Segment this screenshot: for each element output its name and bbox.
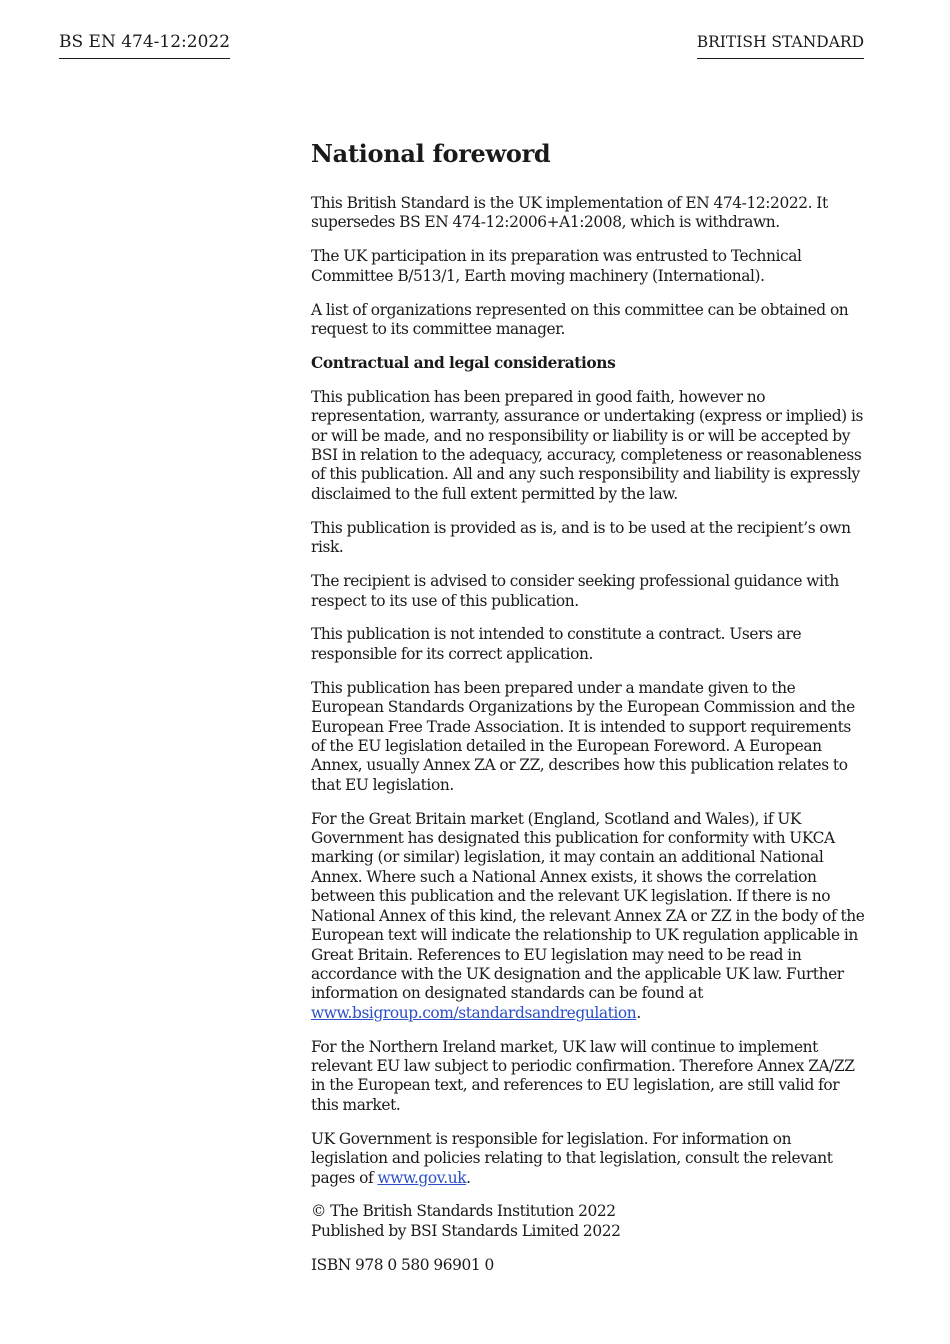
bsigroup-link[interactable]: www.bsigroup.com/standardsandregulation	[311, 1003, 637, 1022]
document-id: BS EN 474-12:2022	[59, 31, 230, 59]
document-category: BRITISH STANDARD	[697, 31, 864, 59]
paragraph-own-risk: This publication is provided as is, and is to be used at the recipient’s own risk.	[311, 518, 851, 557]
copyright-line: © The British Standards Institution 2022	[311, 1202, 616, 1221]
paragraph-uk-government-text: UK Government is responsible for legislation. For information on legislation and policies relating to that legislation, consult the relevant pages of	[311, 1129, 833, 1187]
isbn: ISBN 978 0 580 96901 0	[311, 1255, 494, 1274]
paragraph-professional-guidance: The recipient is advised to consider seeking professional guidance with respect to its use of this publication.	[311, 572, 839, 610]
section-heading-contractual: Contractual and legal considerations	[311, 353, 616, 372]
paragraph-northern-ireland: For the Northern Ireland market, UK law will continue to implement relevant EU law subject to periodic confirmation. Therefore Annex ZA/ZZ in the European text, and references to EU legislation, are still valid for this market.	[311, 1037, 855, 1114]
paragraph-committee: The UK participation in its preparation was entrusted to Technical Committee B/513/1, Earth moving machinery (International).	[311, 247, 802, 285]
paragraph-uk-government: UK Government is responsible for legislation. For information on legislation and policies relating to that legislation, consult the relevant pages of www.gov.uk.	[311, 1129, 833, 1187]
publisher-line: Published by BSI Standards Limited 2022	[311, 1221, 621, 1240]
paragraph-implementation: This British Standard is the UK implementation of EN 474-12:2022. It supersedes BS EN 474-12:2006+A1:2008, which is withdrawn.	[311, 194, 828, 232]
paragraph-not-contract: This publication is not intended to constitute a contract. Users are responsible for its correct application.	[311, 625, 802, 663]
paragraph-mandate: This publication has been prepared under a mandate given to the European Standards Organizations by the European Commission and the European Free Trade Association. It is intended to support requirements of the EU legislation detailed in the European Foreword. A European Annex, usually Annex ZA or ZZ, describes how this publication relates to that EU legislation.	[311, 678, 855, 794]
copyright-block	[311, 1202, 866, 1241]
gov-uk-link[interactable]: www.gov.uk	[377, 1168, 467, 1187]
paragraph-organizations: A list of organizations represented on this committee can be obtained on request to its committee manager.	[311, 300, 849, 339]
page-title: National foreword	[311, 139, 551, 168]
paragraph-good-faith: This publication has been prepared in good faith, however no representation, warranty, assurance or undertaking (express or implied) is or will be made, and no responsibility or liability is or will be accepted by BSI in relation to the adequacy, accuracy, completeness or reasonableness of this publication. All and any such responsibility and liability is expressly disclaimed to the full extent permitted by the law.	[311, 387, 863, 503]
paragraph-great-britain: For the Great Britain market (England, Scotland and Wales), if UK Government has designated this publication for conformity with UKCA marking (or similar) legislation, it may contain an additional National Annex. Where such a National Annex exists, it shows the correlation between this publication and the relevant UK legislation. If there is no National Annex of this kind, the relevant Annex ZA or ZZ in the body of the European text will indicate the relationship to UK regulation applicable in Great Britain. References to EU legislation may need to be read in accordance with the UK designation and the applicable UK law. Further information on designated standards can be found at www.bsigroup.com/standardsandregulation.	[311, 809, 865, 1022]
foreword-body	[311, 138, 866, 1290]
paragraph-great-britain-text: For the Great Britain market (England, Scotland and Wales), if UK Government has designated this publication for conformity with UKCA marking (or similar) legislation, it may contain an additional National Annex. Where such a National Annex exists, it shows the correlation between this publication and the relevant UK legislation. If there is no National Annex of this kind, the relevant Annex ZA or ZZ in the body of the European text will indicate the relationship to UK regulation applicable in Great Britain. References to EU legislation may need to be read in accordance with the UK designation and the applicable UK law. Further information on designated standards can be found at	[311, 809, 865, 1003]
